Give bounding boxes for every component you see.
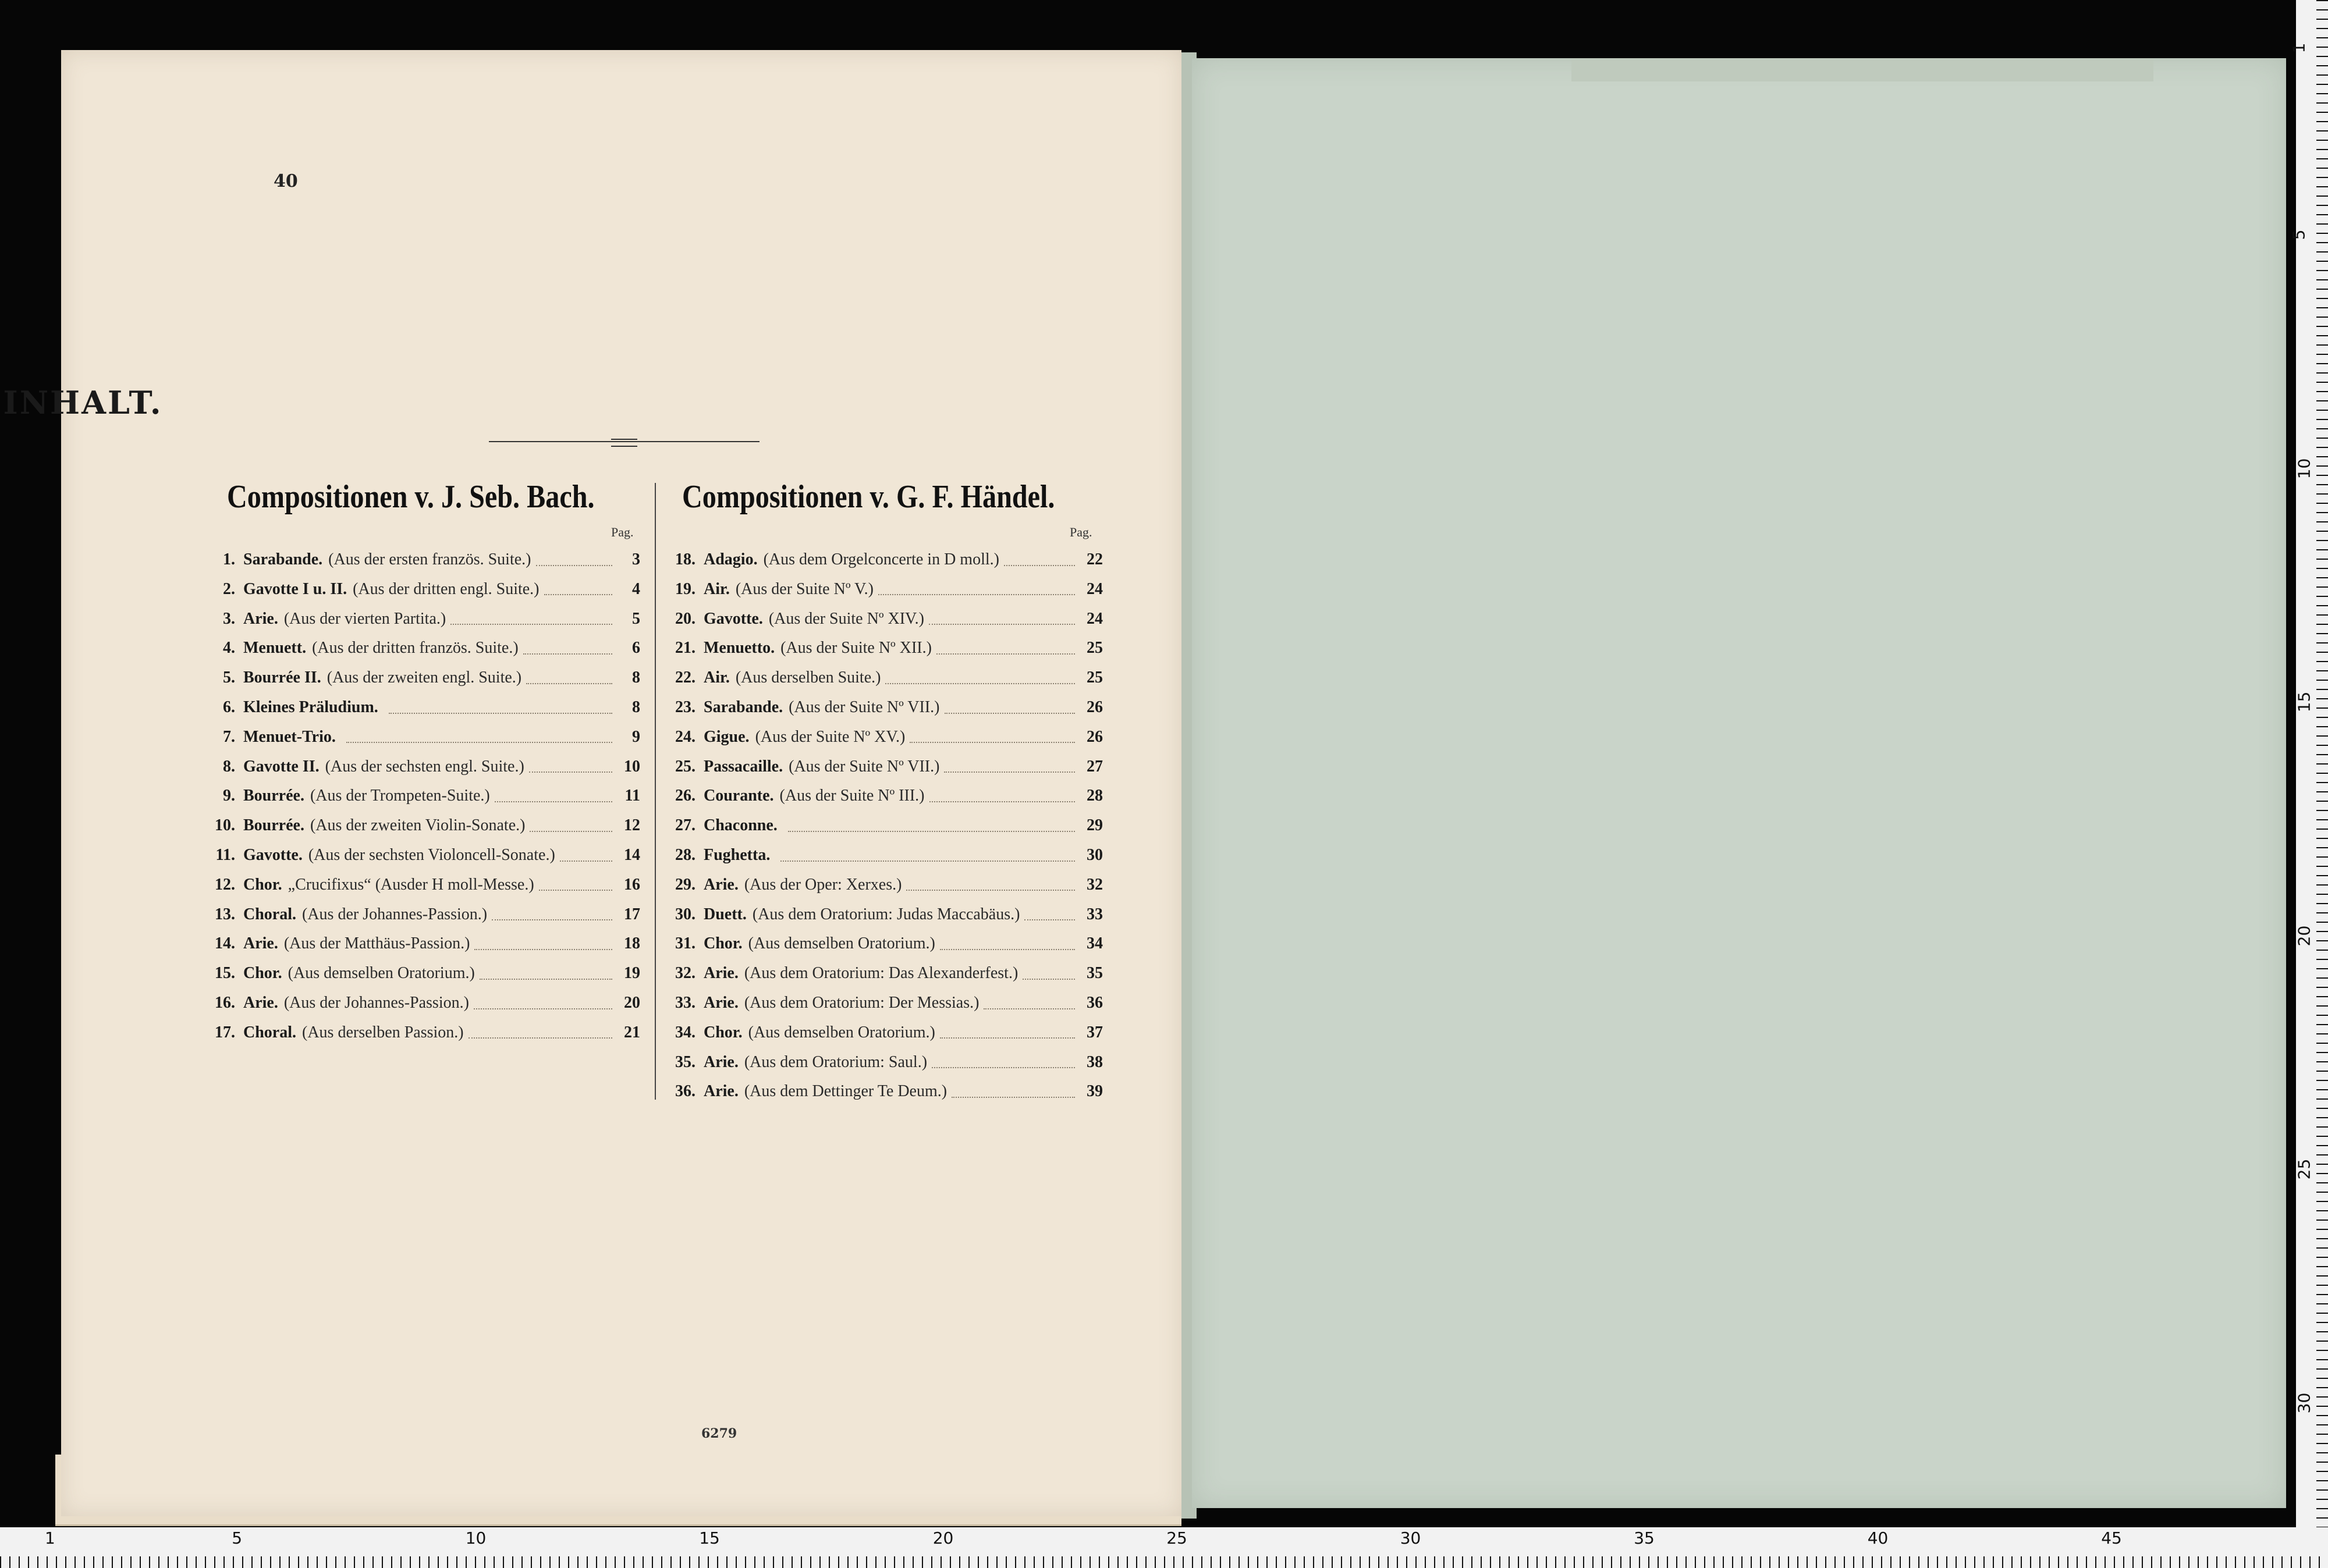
entry-page: 9 xyxy=(632,727,640,746)
entry-source: (Aus der Suite Nº VII.) xyxy=(789,757,940,776)
toc-entry xyxy=(666,964,1103,987)
toc-entry xyxy=(210,846,640,869)
entry-page: 26 xyxy=(1087,698,1103,716)
entry-source: (Aus der Suite Nº III.) xyxy=(779,787,925,805)
entry-title: Fughetta. xyxy=(704,846,771,864)
entry-title: Bourrée. xyxy=(243,816,304,835)
entry-page: 33 xyxy=(1087,905,1103,923)
entry-title: Courante. xyxy=(704,787,774,805)
entry-number: 9. xyxy=(223,787,235,805)
dot-leader xyxy=(932,1066,1075,1068)
entry-source: „Crucifixus“ (Ausder H moll-Messe.) xyxy=(288,875,534,894)
entry-number: 32. xyxy=(675,964,695,983)
toc-entry xyxy=(210,964,640,987)
plate-number: 6279 xyxy=(701,1426,737,1441)
toc-entry xyxy=(666,639,1103,662)
entry-page: 25 xyxy=(1087,669,1103,687)
entry-page: 8 xyxy=(632,698,640,716)
ruler-label: 10 xyxy=(465,1528,487,1548)
dot-leader xyxy=(940,948,1075,950)
dot-leader xyxy=(780,860,1075,862)
dot-leader xyxy=(530,830,612,832)
entry-source: (Aus dem Oratorium: Judas Maccabäus.) xyxy=(752,905,1020,923)
entry-source: (Aus der Suite Nº XII.) xyxy=(780,639,932,657)
paper-tear xyxy=(1571,58,2153,81)
entry-page: 37 xyxy=(1087,1023,1103,1041)
dot-leader xyxy=(940,1037,1075,1039)
entry-source: (Aus der zweiten engl. Suite.) xyxy=(327,669,522,687)
entry-title: Air. xyxy=(704,579,730,598)
entry-source: (Aus der Johannes-Passion.) xyxy=(302,905,488,923)
left-page xyxy=(61,50,1181,1516)
ruler-label: 20 xyxy=(2294,925,2314,947)
entry-page: 4 xyxy=(632,579,640,598)
entry-page: 28 xyxy=(1087,787,1103,805)
entry-title: Choral. xyxy=(243,905,296,923)
toc-entry xyxy=(210,728,640,751)
toc-entry xyxy=(210,669,640,692)
entry-source: (Aus dem Dettinger Te Deum.) xyxy=(744,1082,947,1101)
entry-title: Arie. xyxy=(704,1082,739,1101)
dot-leader xyxy=(474,1008,612,1009)
entry-source: (Aus der zweiten Violin-Sonate.) xyxy=(310,816,526,835)
entry-page: 18 xyxy=(624,934,640,953)
toc-entry xyxy=(210,876,640,899)
dot-leader xyxy=(984,1008,1075,1009)
ruler-label: 25 xyxy=(2294,1158,2314,1180)
entry-title: Chor. xyxy=(243,875,282,894)
entry-number: 11. xyxy=(215,846,235,864)
entry-number: 33. xyxy=(675,994,695,1012)
entry-source: (Aus der ersten französ. Suite.) xyxy=(328,550,531,568)
toc-entry xyxy=(666,669,1103,692)
dot-leader xyxy=(560,860,612,862)
entry-number: 27. xyxy=(675,816,695,835)
entry-page: 16 xyxy=(624,875,640,894)
entry-title: Gigue. xyxy=(704,727,750,746)
dot-leader xyxy=(945,712,1076,714)
entry-number: 34. xyxy=(675,1023,695,1041)
dot-leader xyxy=(952,1096,1075,1098)
handel-pag-label: Pag. xyxy=(1070,525,1092,539)
entry-page: 38 xyxy=(1087,1053,1103,1071)
entry-page: 8 xyxy=(632,669,640,687)
dot-leader xyxy=(526,682,612,684)
toc-entry xyxy=(666,846,1103,869)
ruler-label: 1 xyxy=(2289,42,2309,54)
entry-title: Chor. xyxy=(704,934,743,953)
entry-page: 25 xyxy=(1087,639,1103,657)
ruler-label: 20 xyxy=(932,1528,954,1548)
entry-title: Arie. xyxy=(704,964,739,983)
entry-source: (Aus dem Oratorium: Das Alexanderfest.) xyxy=(744,964,1018,983)
bach-pag-label: Pag. xyxy=(611,525,634,539)
toc-entry xyxy=(666,1023,1103,1047)
dot-leader xyxy=(788,830,1075,832)
entry-title: Bourrée II. xyxy=(243,669,321,687)
entry-number: 1. xyxy=(223,550,235,568)
toc-entry xyxy=(666,876,1103,899)
entry-source: (Aus der Trompeten-Suite.) xyxy=(310,787,490,805)
entry-source: (Aus der Oper: Xerxes.) xyxy=(744,875,902,894)
toc-entry xyxy=(666,787,1103,810)
entry-source: (Aus derselben Suite.) xyxy=(735,669,881,687)
entry-title: Chaconne. xyxy=(704,816,778,835)
entry-title: Arie. xyxy=(704,994,739,1012)
toc-entry xyxy=(210,934,640,958)
toc-entry xyxy=(666,610,1103,633)
entry-number: 14. xyxy=(215,934,235,953)
entry-source: (Aus der sechsten engl. Suite.) xyxy=(325,757,524,776)
entry-title: Passacaille. xyxy=(704,757,783,776)
toc-entry xyxy=(666,728,1103,751)
ruler-label: 40 xyxy=(1867,1528,1889,1548)
ruler-label: 5 xyxy=(232,1528,243,1548)
dot-leader xyxy=(389,712,612,714)
entry-source: (Aus der Matthäus-Passion.) xyxy=(283,934,470,953)
dot-leader xyxy=(529,771,612,773)
handel-column-heading: Compositionen v. G. F. Händel. xyxy=(682,479,1055,515)
entry-source: (Aus dem Orgelconcerte in D moll.) xyxy=(763,550,999,568)
entry-number: 20. xyxy=(675,609,695,628)
entry-page: 24 xyxy=(1087,609,1103,628)
entry-number: 21. xyxy=(675,639,695,657)
toc-entry xyxy=(666,1082,1103,1105)
dot-leader xyxy=(492,919,612,920)
entry-title: Choral. xyxy=(243,1023,296,1041)
entry-number: 29. xyxy=(675,875,695,894)
entry-title: Gavotte. xyxy=(704,609,763,628)
toc-entry xyxy=(666,816,1103,840)
entry-page: 19 xyxy=(624,964,640,983)
entry-number: 23. xyxy=(675,698,695,716)
entry-source: (Aus der dritten engl. Suite.) xyxy=(353,579,540,598)
dot-leader xyxy=(536,564,613,566)
entry-title: Menuett. xyxy=(243,639,307,657)
entry-title: Kleines Präludium. xyxy=(243,698,378,716)
ruler-label: 30 xyxy=(1400,1528,1421,1548)
entry-page: 14 xyxy=(624,846,640,864)
entry-page: 12 xyxy=(624,816,640,835)
entry-source: (Aus demselben Oratorium.) xyxy=(288,964,475,983)
dot-leader xyxy=(929,801,1076,802)
entry-title: Air. xyxy=(704,669,730,687)
entry-source: (Aus derselben Passion.) xyxy=(302,1023,464,1041)
dot-leader xyxy=(944,771,1075,773)
dot-leader xyxy=(495,801,612,802)
dot-leader xyxy=(346,741,612,743)
entry-page: 24 xyxy=(1087,579,1103,598)
page-number: 40 xyxy=(274,171,298,191)
ruler-label: 10 xyxy=(2294,458,2314,479)
entry-title: Arie. xyxy=(243,994,278,1012)
entry-source: (Aus dem Oratorium: Der Messias.) xyxy=(744,994,980,1012)
entry-title: Menuet-Trio. xyxy=(243,727,336,746)
toc-entry xyxy=(210,816,640,840)
toc-entry xyxy=(210,698,640,721)
entry-title: Gavotte II. xyxy=(243,757,320,776)
entry-source: (Aus der Suite Nº XV.) xyxy=(755,727,906,746)
entry-title: Arie. xyxy=(243,609,278,628)
dot-leader xyxy=(539,889,612,891)
entry-title: Menuetto. xyxy=(704,639,775,657)
entry-page: 11 xyxy=(624,787,640,805)
toc-entry xyxy=(666,905,1103,929)
toc-entry xyxy=(210,580,640,603)
bottom-ruler xyxy=(0,1527,2328,1568)
dot-leader xyxy=(878,593,1075,595)
ruler-label: 15 xyxy=(699,1528,720,1548)
ruler-label: 15 xyxy=(2294,691,2314,713)
entry-title: Arie. xyxy=(704,1053,739,1071)
entry-source: (Aus der sechsten Violoncell-Sonate.) xyxy=(308,846,555,864)
entry-title: Gavotte I u. II. xyxy=(243,579,347,598)
entry-number: 10. xyxy=(215,816,235,835)
contents-title xyxy=(0,384,643,421)
entry-number: 35. xyxy=(675,1053,695,1071)
entry-page: 3 xyxy=(632,550,640,568)
entry-number: 24. xyxy=(675,727,695,746)
entry-title: Chor. xyxy=(704,1023,743,1041)
entry-page: 26 xyxy=(1087,727,1103,746)
ruler-label: 25 xyxy=(1166,1528,1187,1548)
dot-leader xyxy=(936,653,1075,655)
entry-number: 30. xyxy=(675,905,695,923)
entry-number: 19. xyxy=(675,579,695,598)
toc-entry xyxy=(666,994,1103,1017)
entry-page: 22 xyxy=(1087,550,1103,568)
contents-title-text: INHALT. xyxy=(3,384,163,421)
toc-entry xyxy=(666,934,1103,958)
toc-entry xyxy=(210,994,640,1017)
entry-title: Duett. xyxy=(704,905,747,923)
entry-page: 27 xyxy=(1087,757,1103,776)
entry-source: (Aus der Suite Nº VII.) xyxy=(789,698,940,716)
right-ruler xyxy=(2289,0,2328,1527)
entry-source: (Aus der dritten französ. Suite.) xyxy=(312,639,519,657)
entry-source: (Aus demselben Oratorium.) xyxy=(748,1023,935,1041)
toc-entry xyxy=(666,550,1103,574)
entry-title: Sarabande. xyxy=(243,550,323,568)
entry-source: (Aus der Suite Nº V.) xyxy=(735,579,874,598)
toc-entry xyxy=(210,550,640,574)
entry-number: 16. xyxy=(215,994,235,1012)
entry-page: 34 xyxy=(1087,934,1103,953)
toc-entry xyxy=(210,787,640,810)
dot-leader xyxy=(885,682,1075,684)
dot-leader xyxy=(1004,564,1075,566)
entry-title: Arie. xyxy=(243,934,278,953)
entry-number: 13. xyxy=(215,905,235,923)
entry-number: 18. xyxy=(675,550,695,568)
entry-page: 30 xyxy=(1087,846,1103,864)
toc-entry xyxy=(210,610,640,633)
dot-leader xyxy=(544,593,613,595)
entry-title: Adagio. xyxy=(704,550,758,568)
column-divider xyxy=(655,483,656,1100)
toc-entry xyxy=(666,1053,1103,1076)
dot-leader xyxy=(910,741,1075,743)
toc-entry xyxy=(210,758,640,781)
entry-number: 8. xyxy=(223,757,235,776)
dot-leader xyxy=(523,653,612,655)
ruler-label: 35 xyxy=(1634,1528,1655,1548)
entry-number: 7. xyxy=(223,727,235,746)
entry-page: 32 xyxy=(1087,875,1103,894)
entry-number: 25. xyxy=(675,757,695,776)
entry-number: 26. xyxy=(675,787,695,805)
right-page-blank xyxy=(1192,58,2286,1508)
toc-entry xyxy=(210,639,640,662)
toc-entry xyxy=(666,580,1103,603)
entry-number: 2. xyxy=(223,579,235,598)
entry-page: 6 xyxy=(632,639,640,657)
dot-leader xyxy=(1024,919,1075,920)
entry-number: 15. xyxy=(215,964,235,983)
dot-leader xyxy=(1023,978,1075,980)
entry-page: 39 xyxy=(1087,1082,1103,1101)
entry-number: 17. xyxy=(215,1023,235,1041)
dot-leader xyxy=(450,623,612,625)
ruler-label: 30 xyxy=(2294,1392,2314,1414)
dot-leader xyxy=(469,1037,612,1039)
entry-source: (Aus der Johannes-Passion.) xyxy=(283,994,469,1012)
entry-number: 6. xyxy=(223,698,235,716)
toc-entry xyxy=(210,1023,640,1047)
toc-entry xyxy=(666,758,1103,781)
entry-title: Gavotte. xyxy=(243,846,303,864)
entry-number: 3. xyxy=(223,609,235,628)
entry-source: (Aus dem Oratorium: Saul.) xyxy=(744,1053,928,1071)
entry-number: 31. xyxy=(675,934,695,953)
entry-page: 29 xyxy=(1087,816,1103,835)
entry-source: (Aus demselben Oratorium.) xyxy=(748,934,935,953)
entry-title: Chor. xyxy=(243,964,282,983)
entry-page: 35 xyxy=(1087,964,1103,983)
toc-entry xyxy=(666,698,1103,721)
dot-leader xyxy=(906,889,1075,891)
entry-page: 17 xyxy=(624,905,640,923)
ruler-label: 1 xyxy=(45,1528,55,1548)
entry-number: 22. xyxy=(675,669,695,687)
entry-title: Sarabande. xyxy=(704,698,783,716)
entry-number: 12. xyxy=(215,875,235,894)
ruler-label: 45 xyxy=(2101,1528,2122,1548)
bach-column-heading: Compositionen v. J. Seb. Bach. xyxy=(227,479,595,515)
entry-source: (Aus der vierten Partita.) xyxy=(283,609,446,628)
entry-page: 5 xyxy=(632,609,640,628)
toc-entry xyxy=(210,905,640,929)
dot-leader xyxy=(929,623,1075,625)
entry-number: 36. xyxy=(675,1082,695,1101)
entry-number: 4. xyxy=(223,639,235,657)
entry-page: 10 xyxy=(624,757,640,776)
entry-source: (Aus der Suite Nº XIV.) xyxy=(768,609,924,628)
entry-page: 21 xyxy=(624,1023,640,1041)
title-ornament-rule xyxy=(489,441,760,442)
ruler-label: 5 xyxy=(2289,229,2309,240)
entry-page: 20 xyxy=(624,994,640,1012)
dot-leader xyxy=(474,948,612,950)
entry-title: Arie. xyxy=(704,875,739,894)
entry-number: 28. xyxy=(675,846,695,864)
entry-number: 5. xyxy=(223,669,235,687)
entry-title: Bourrée. xyxy=(243,787,304,805)
entry-page: 36 xyxy=(1087,994,1103,1012)
dot-leader xyxy=(480,978,612,980)
